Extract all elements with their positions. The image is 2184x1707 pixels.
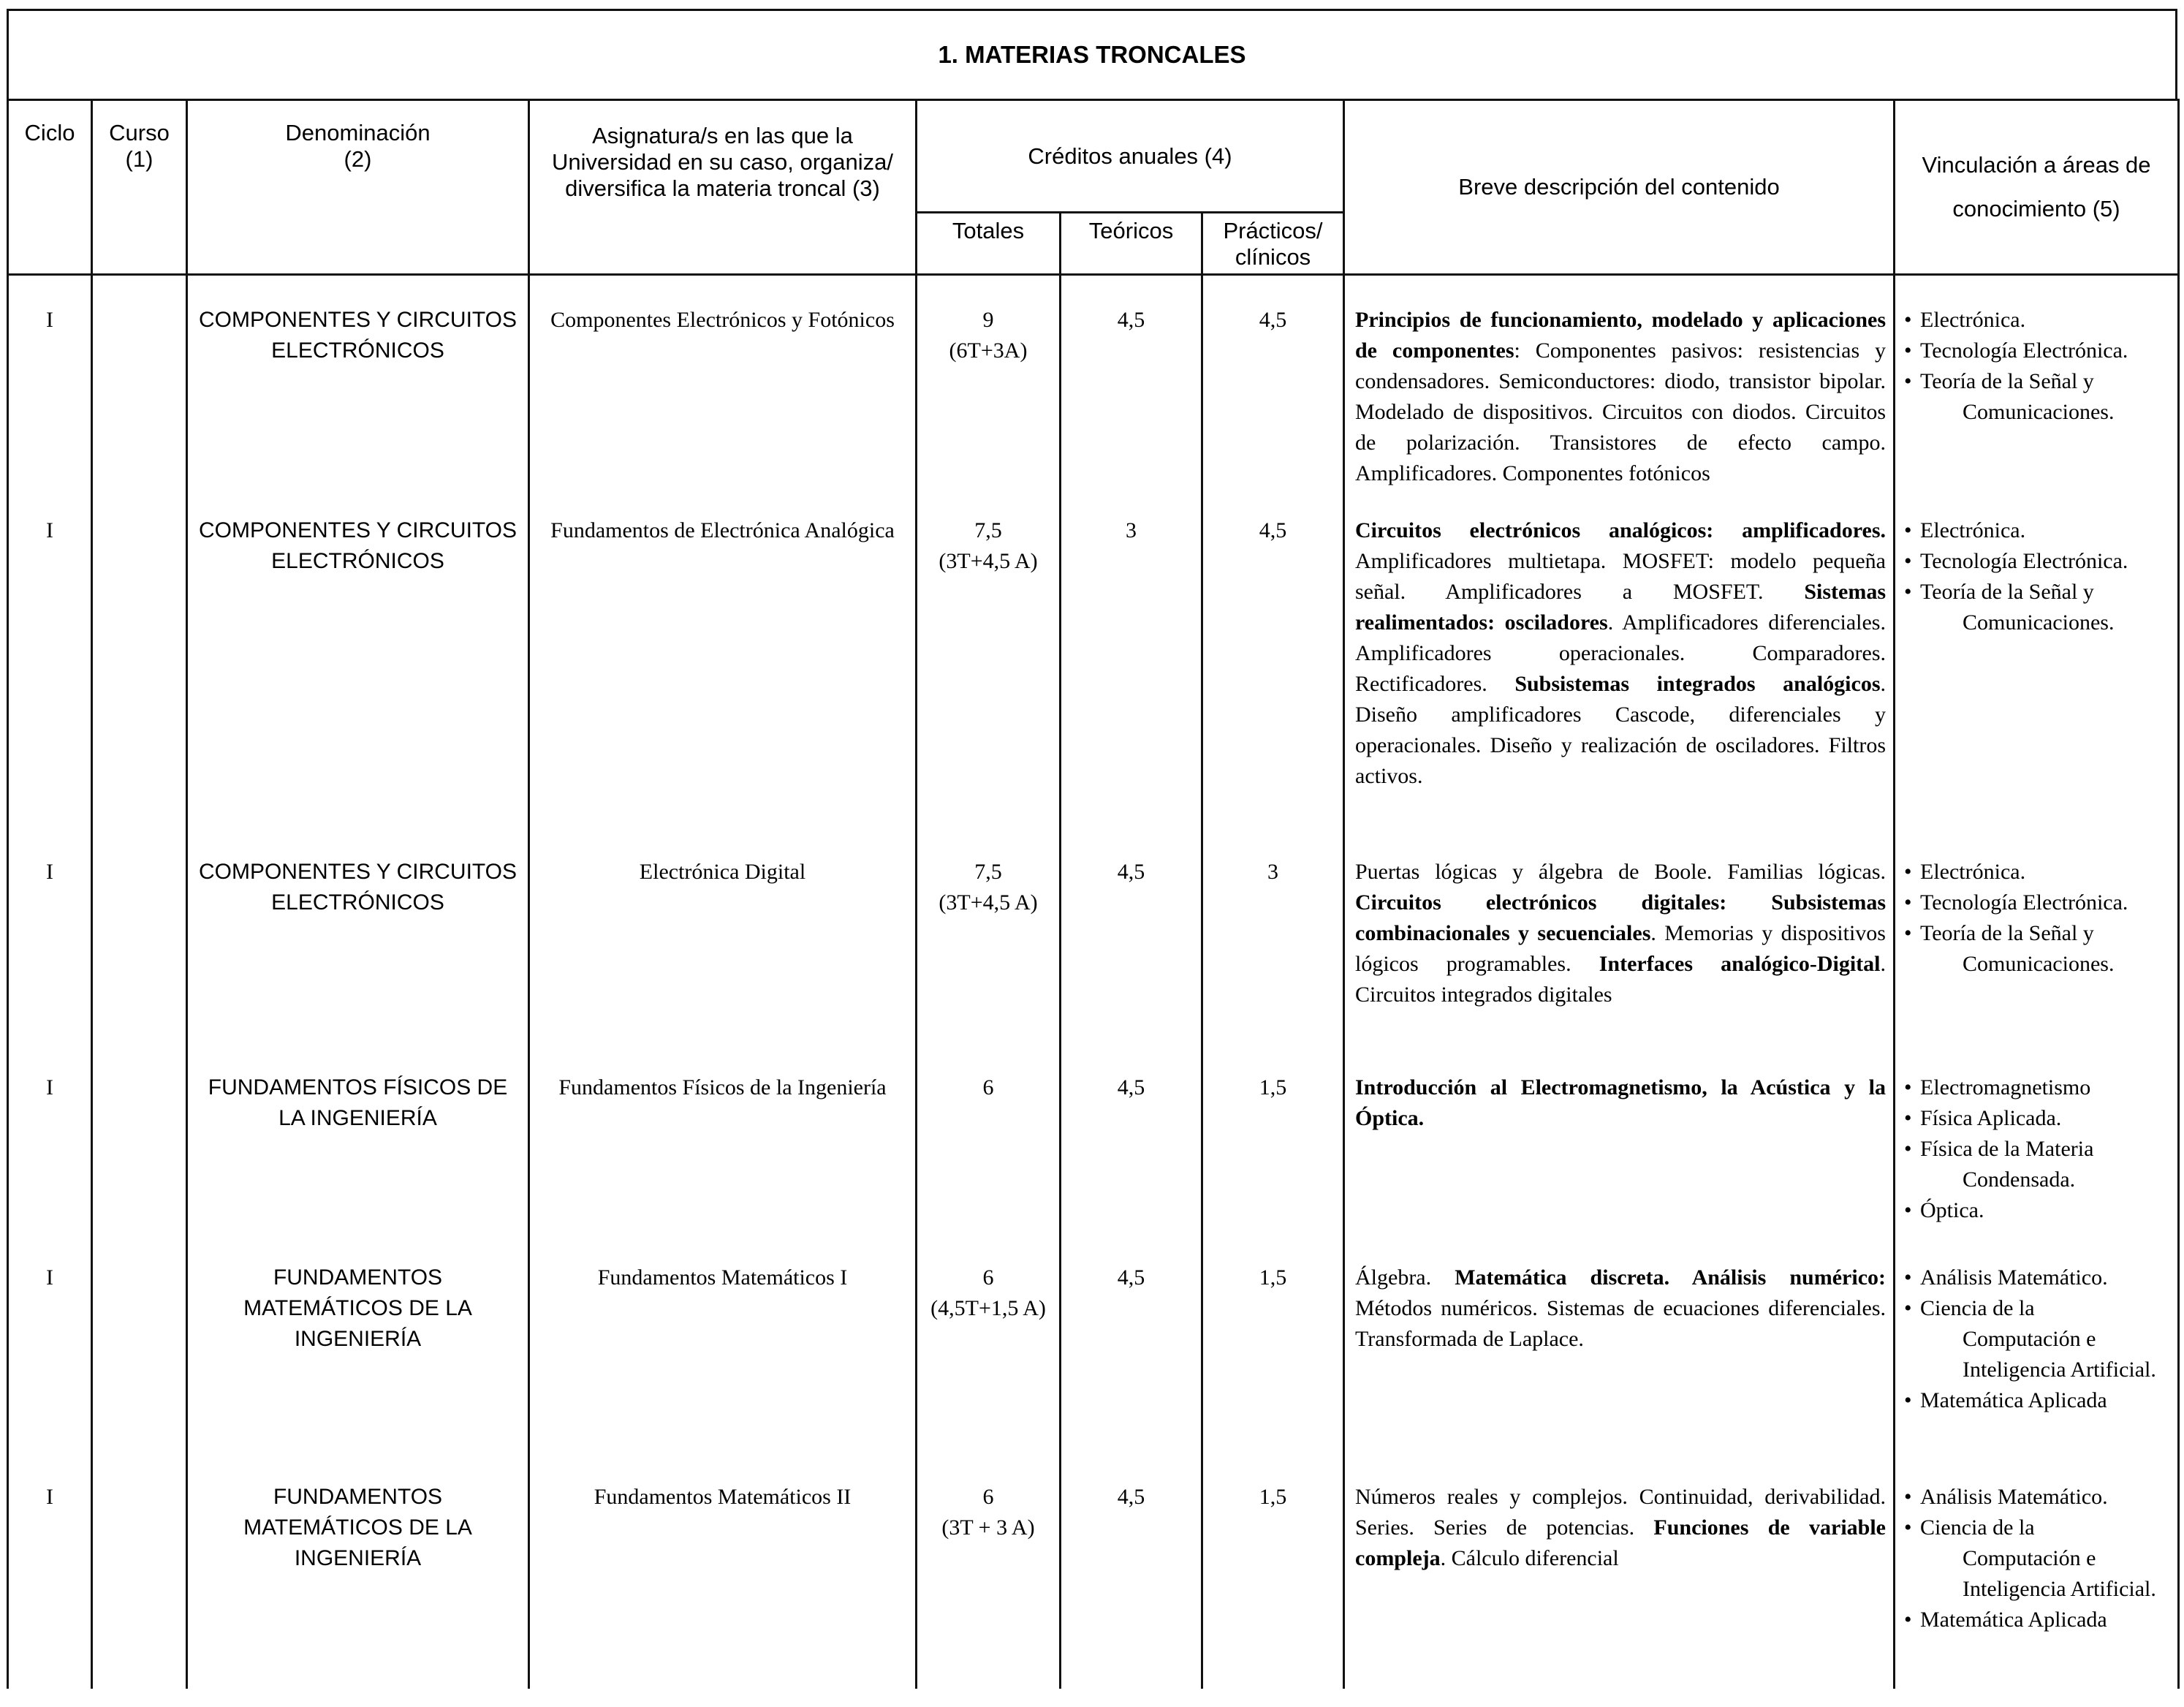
cell-teoricos: 4,5 — [1061, 1263, 1202, 1482]
area-item — [1904, 857, 2173, 887]
description-bold-text: Introducción al Electromagnetismo, la Acústica y la Óptica. — [1355, 1075, 1886, 1130]
header-denominacion: Denominación (2) — [187, 100, 529, 275]
totales-value: 6 — [982, 1265, 994, 1290]
area-name: Ciencia de la — [1920, 1515, 2035, 1540]
cell-totales — [917, 1263, 1061, 1482]
totales-detail: (4,5T+1,5 A) — [930, 1295, 1046, 1320]
cell-descripcion — [1344, 1263, 1895, 1482]
header-totales: Totales — [917, 213, 1061, 275]
header-creditos: Créditos anuales (4) — [917, 100, 1344, 213]
cell-curso — [92, 1482, 187, 1689]
cell-asignatura: Fundamentos Físicos de la Ingeniería — [529, 1072, 917, 1263]
area-item — [1904, 1072, 2173, 1103]
totales-detail: (3T+4,5 A) — [939, 890, 1038, 915]
area-item — [1904, 1134, 2173, 1195]
description-bold-text: Funciones de variable compleja — [1355, 1515, 1886, 1570]
cell-teoricos: 4,5 — [1061, 1482, 1202, 1689]
header-vinculacion: Vinculación a áreas de conocimiento (5) — [1895, 100, 2179, 275]
header-row — [8, 100, 2179, 213]
cell-curso — [92, 515, 187, 857]
cell-descripcion — [1344, 1482, 1895, 1689]
cell-teoricos: 4,5 — [1061, 1072, 1202, 1263]
description-text: Álgebra. — [1355, 1265, 1455, 1290]
description-bold-text: Sistemas realimentados: osciladores — [1355, 579, 1886, 635]
cell-practicos: 4,5 — [1202, 275, 1344, 515]
area-name: Teoría de la Señal y — [1920, 920, 2094, 945]
area-name-continued: Comunicaciones. — [1963, 951, 2115, 976]
description-text: Números reales y complejos. Continuidad, derivabilidad. Series. Series de potencias. — [1355, 1484, 1886, 1540]
area-item — [1904, 1103, 2173, 1134]
area-name-continued: Condensada. — [1963, 1167, 2076, 1192]
cell-vinculacion — [1895, 1263, 2179, 1482]
cell-teoricos: 3 — [1061, 515, 1202, 857]
cell-curso — [92, 275, 187, 515]
area-name: Electrónica. — [1920, 859, 2026, 884]
cell-curso — [92, 1263, 187, 1482]
area-item — [1904, 1605, 2173, 1635]
area-name: Tecnología Electrónica. — [1920, 338, 2128, 363]
cell-vinculacion — [1895, 515, 2179, 857]
area-item — [1904, 1482, 2173, 1513]
header-descripcion: Breve descripción del contenido — [1344, 100, 1895, 275]
description-bold-text: Subsistemas integrados analógicos — [1514, 671, 1881, 696]
area-name-continued: Comunicaciones. — [1963, 610, 2115, 635]
cell-practicos: 3 — [1202, 857, 1344, 1072]
cell-totales — [917, 275, 1061, 515]
areas-list — [1904, 1072, 2173, 1226]
area-name-continued: Comunicaciones. — [1963, 400, 2115, 424]
area-item — [1904, 1195, 2173, 1226]
cell-descripcion — [1344, 1072, 1895, 1263]
cell-practicos: 4,5 — [1202, 515, 1344, 857]
totales-value: 7,5 — [974, 859, 1002, 884]
cell-vinculacion — [1895, 275, 2179, 515]
cell-practicos: 1,5 — [1202, 1072, 1344, 1263]
description-bold-text: Circuitos electrónicos digitales: Subsistemas combinacionales y secuenciales — [1355, 890, 1886, 945]
description-bold-text: Interfaces analógico-Digital — [1599, 951, 1881, 976]
cell-asignatura: Fundamentos Matemáticos II — [529, 1482, 917, 1689]
description-bold-text: Principios de funcionamiento, modelado y aplicaciones de componentes — [1355, 308, 1886, 363]
area-name: Física Aplicada. — [1920, 1105, 2062, 1130]
area-name: Matemática Aplicada — [1920, 1388, 2107, 1412]
cell-ciclo: I — [8, 515, 92, 857]
table-row — [8, 857, 2179, 1072]
description-text: . Cálculo diferencial — [1440, 1545, 1619, 1570]
table-row — [8, 275, 2179, 515]
area-name: Análisis Matemático. — [1920, 1265, 2108, 1290]
cell-descripcion — [1344, 515, 1895, 857]
cell-totales — [917, 1072, 1061, 1263]
cell-vinculacion — [1895, 857, 2179, 1072]
area-name: Teoría de la Señal y — [1920, 369, 2094, 393]
description-text: : Componentes pasivos: resistencias y condensadores. Semiconductores: diodo, transistor bipolar. Modelado de dispositivos. Circuitos con diodos. Circuitos de polarización. Transistores de efecto campo. Amplificadores. Componentes fotónicos — [1355, 338, 1887, 485]
area-name: Física de la Materia — [1920, 1136, 2094, 1161]
area-name: Electromagnetismo — [1920, 1075, 2091, 1099]
cell-teoricos: 4,5 — [1061, 857, 1202, 1072]
cell-vinculacion — [1895, 1072, 2179, 1263]
areas-list — [1904, 1482, 2173, 1635]
area-name: Tecnología Electrónica. — [1920, 890, 2128, 915]
description-bold-text: Matemática discreta. Análisis numérico: — [1455, 1265, 1886, 1290]
cell-descripcion — [1344, 275, 1895, 515]
area-item — [1904, 577, 2173, 638]
cell-teoricos: 4,5 — [1061, 275, 1202, 515]
description-text: Amplificadores multietapa. MOSFET: modelo pequeña señal. Amplificadores a MOSFET. — [1355, 548, 1886, 604]
area-name-continued: Computación e Inteligencia Artificial. — [1963, 1326, 2156, 1382]
areas-list — [1904, 305, 2173, 428]
description-text: . Circuitos integrados digitales — [1355, 951, 1886, 1007]
cell-totales — [917, 857, 1061, 1072]
area-item — [1904, 546, 2173, 577]
cell-totales — [917, 515, 1061, 857]
area-name: Matemática Aplicada — [1920, 1607, 2107, 1632]
description-text: . Memorias y dispositivos lógicos programables. — [1355, 920, 1886, 976]
cell-asignatura: Fundamentos de Electrónica Analógica — [529, 515, 917, 857]
description-text: . Diseño amplificadores Cascode, diferenciales y operacionales. Diseño y realización de osciladores. Filtros activos. — [1355, 671, 1886, 788]
cell-denominacion: COMPONENTES Y CIRCUITOS ELECTRÓNICOS — [187, 515, 529, 857]
totales-detail: (3T+4,5 A) — [939, 548, 1038, 573]
area-name: Electrónica. — [1920, 518, 2026, 542]
cell-ciclo: I — [8, 1482, 92, 1689]
area-item — [1904, 1385, 2173, 1416]
table-row — [8, 515, 2179, 857]
area-name: Análisis Matemático. — [1920, 1484, 2108, 1509]
totales-value: 7,5 — [974, 518, 1002, 542]
cell-ciclo: I — [8, 857, 92, 1072]
cell-denominacion: FUNDAMENTOS FÍSICOS DE LA INGENIERÍA — [187, 1072, 529, 1263]
cell-ciclo: I — [8, 275, 92, 515]
cell-vinculacion — [1895, 1482, 2179, 1689]
cell-descripcion — [1344, 857, 1895, 1072]
area-item — [1904, 366, 2173, 428]
cell-asignatura: Componentes Electrónicos y Fotónicos — [529, 275, 917, 515]
totales-detail: (3T + 3 A) — [941, 1515, 1035, 1540]
cell-curso — [92, 1072, 187, 1263]
cell-ciclo: I — [8, 1263, 92, 1482]
cell-denominacion: COMPONENTES Y CIRCUITOS ELECTRÓNICOS — [187, 275, 529, 515]
area-name: Ciencia de la — [1920, 1295, 2035, 1320]
cell-practicos: 1,5 — [1202, 1263, 1344, 1482]
cell-denominacion: FUNDAMENTOS MATEMÁTICOS DE LA INGENIERÍA — [187, 1263, 529, 1482]
header-ciclo: Ciclo — [8, 100, 92, 275]
area-item — [1904, 887, 2173, 918]
area-item — [1904, 1293, 2173, 1385]
cell-denominacion: FUNDAMENTOS MATEMÁTICOS DE LA INGENIERÍA — [187, 1482, 529, 1689]
cell-denominacion: COMPONENTES Y CIRCUITOS ELECTRÓNICOS — [187, 857, 529, 1072]
area-item — [1904, 918, 2173, 980]
table-body — [8, 275, 2179, 1689]
totales-value: 6 — [982, 1484, 994, 1509]
materias-troncales-table — [7, 99, 2180, 1689]
totales-value: 9 — [982, 308, 994, 332]
cell-asignatura: Fundamentos Matemáticos I — [529, 1263, 917, 1482]
cell-curso — [92, 857, 187, 1072]
description-bold-text: Circuitos electrónicos analógicos: amplificadores. — [1355, 518, 1886, 542]
header-teoricos: Teóricos — [1061, 213, 1202, 275]
totales-value: 6 — [982, 1075, 994, 1099]
table-row — [8, 1072, 2179, 1263]
cell-practicos: 1,5 — [1202, 1482, 1344, 1689]
table-row — [8, 1482, 2179, 1689]
cell-totales — [917, 1482, 1061, 1689]
section-title: 1. MATERIAS TRONCALES — [7, 9, 2177, 101]
table-row — [8, 1263, 2179, 1482]
header-practicos: Prácticos/ clínicos — [1202, 213, 1344, 275]
areas-list — [1904, 1263, 2173, 1416]
area-item — [1904, 305, 2173, 336]
area-item — [1904, 1513, 2173, 1605]
area-name: Electrónica. — [1920, 308, 2026, 332]
area-name: Teoría de la Señal y — [1920, 579, 2094, 604]
area-item — [1904, 1263, 2173, 1293]
area-name: Tecnología Electrónica. — [1920, 548, 2128, 573]
description-text: . Amplificadores diferenciales. Amplificadores operacionales. Comparadores. Rectificadores. — [1355, 610, 1886, 696]
header-asignatura: Asignatura/s en las que la Universidad en su caso, organiza/ diversifica la materia troncal (3) — [529, 100, 917, 275]
area-name-continued: Computación e Inteligencia Artificial. — [1963, 1545, 2156, 1601]
areas-list — [1904, 857, 2173, 980]
area-name: Óptica. — [1920, 1197, 1984, 1222]
description-text: Puertas lógicas y álgebra de Boole. Familias lógicas. — [1355, 859, 1886, 884]
cell-asignatura: Electrónica Digital — [529, 857, 917, 1072]
description-text: Métodos numéricos. Sistemas de ecuaciones diferenciales. Transformada de Laplace. — [1355, 1295, 1886, 1351]
area-item — [1904, 515, 2173, 546]
header-curso: Curso (1) — [92, 100, 187, 275]
totales-detail: (6T+3A) — [949, 338, 1028, 363]
areas-list — [1904, 515, 2173, 638]
area-item — [1904, 336, 2173, 366]
cell-ciclo: I — [8, 1072, 92, 1263]
